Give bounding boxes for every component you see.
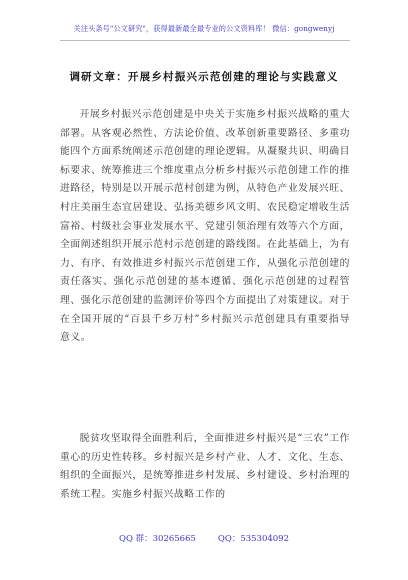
footer-qq: QQ：535304092 (217, 534, 289, 544)
paragraph-1-container (60, 106, 350, 348)
paragraph-2-container (60, 430, 350, 504)
top-banner: 关注头条号"公文研究"，获得最新最全最专业的公文资料库！ 微信：gongwenyj (73, 24, 335, 33)
paragraph-1: 开展乡村振兴示范创建是中央关于实施乡村振兴战略的重大部署。从客观必然性、方法论价值、改革创新重要路径、多重功能四个方面系统阐述示范创建的理论逻辑。从凝聚共识、明确目标要求、统筹推进三个维度重点分析乡村振兴示范创建工作的推进路径，特别是以开展示范村创建为例，从特色产业发展兴旺、村庄美丽生态宜居建设、弘扬美德乡风文明、农民稳定增收生活富裕、村级社会事业发展水平、党建引领治理有效等六个方面，全面阐述组织开展示范村示范创建的路线图。在此基础上，为有力、有序、有效推进乡村振兴示范创建工作，从强化示范创建的责任落实、强化示范创建的基本遵循、强化示范创建的过程管理、强化示范创建的监测评价等四个方面提出了对策建议。对于在全国开展的“百县千乡万村”乡村振兴示范创建具有重要指导意义。 (60, 109, 350, 344)
paragraph-2: 脱贫攻坚取得全面胜利后，全面推进乡村振兴是“三农”工作重心的历史性转移。乡村振兴是乡村产业、人才、文化、生态、组织的全面振兴，是统筹推进乡村发展、乡村建设、乡村治理的系统工程。实施乡村振兴战略工作的 (60, 433, 350, 500)
footer-qq-group: QQ 群：30265665 (118, 534, 196, 544)
header-divider (60, 40, 350, 41)
footer (0, 532, 408, 544)
document-title: 调研文章：开展乡村振兴示范创建的理论与实践意义 (69, 71, 339, 83)
